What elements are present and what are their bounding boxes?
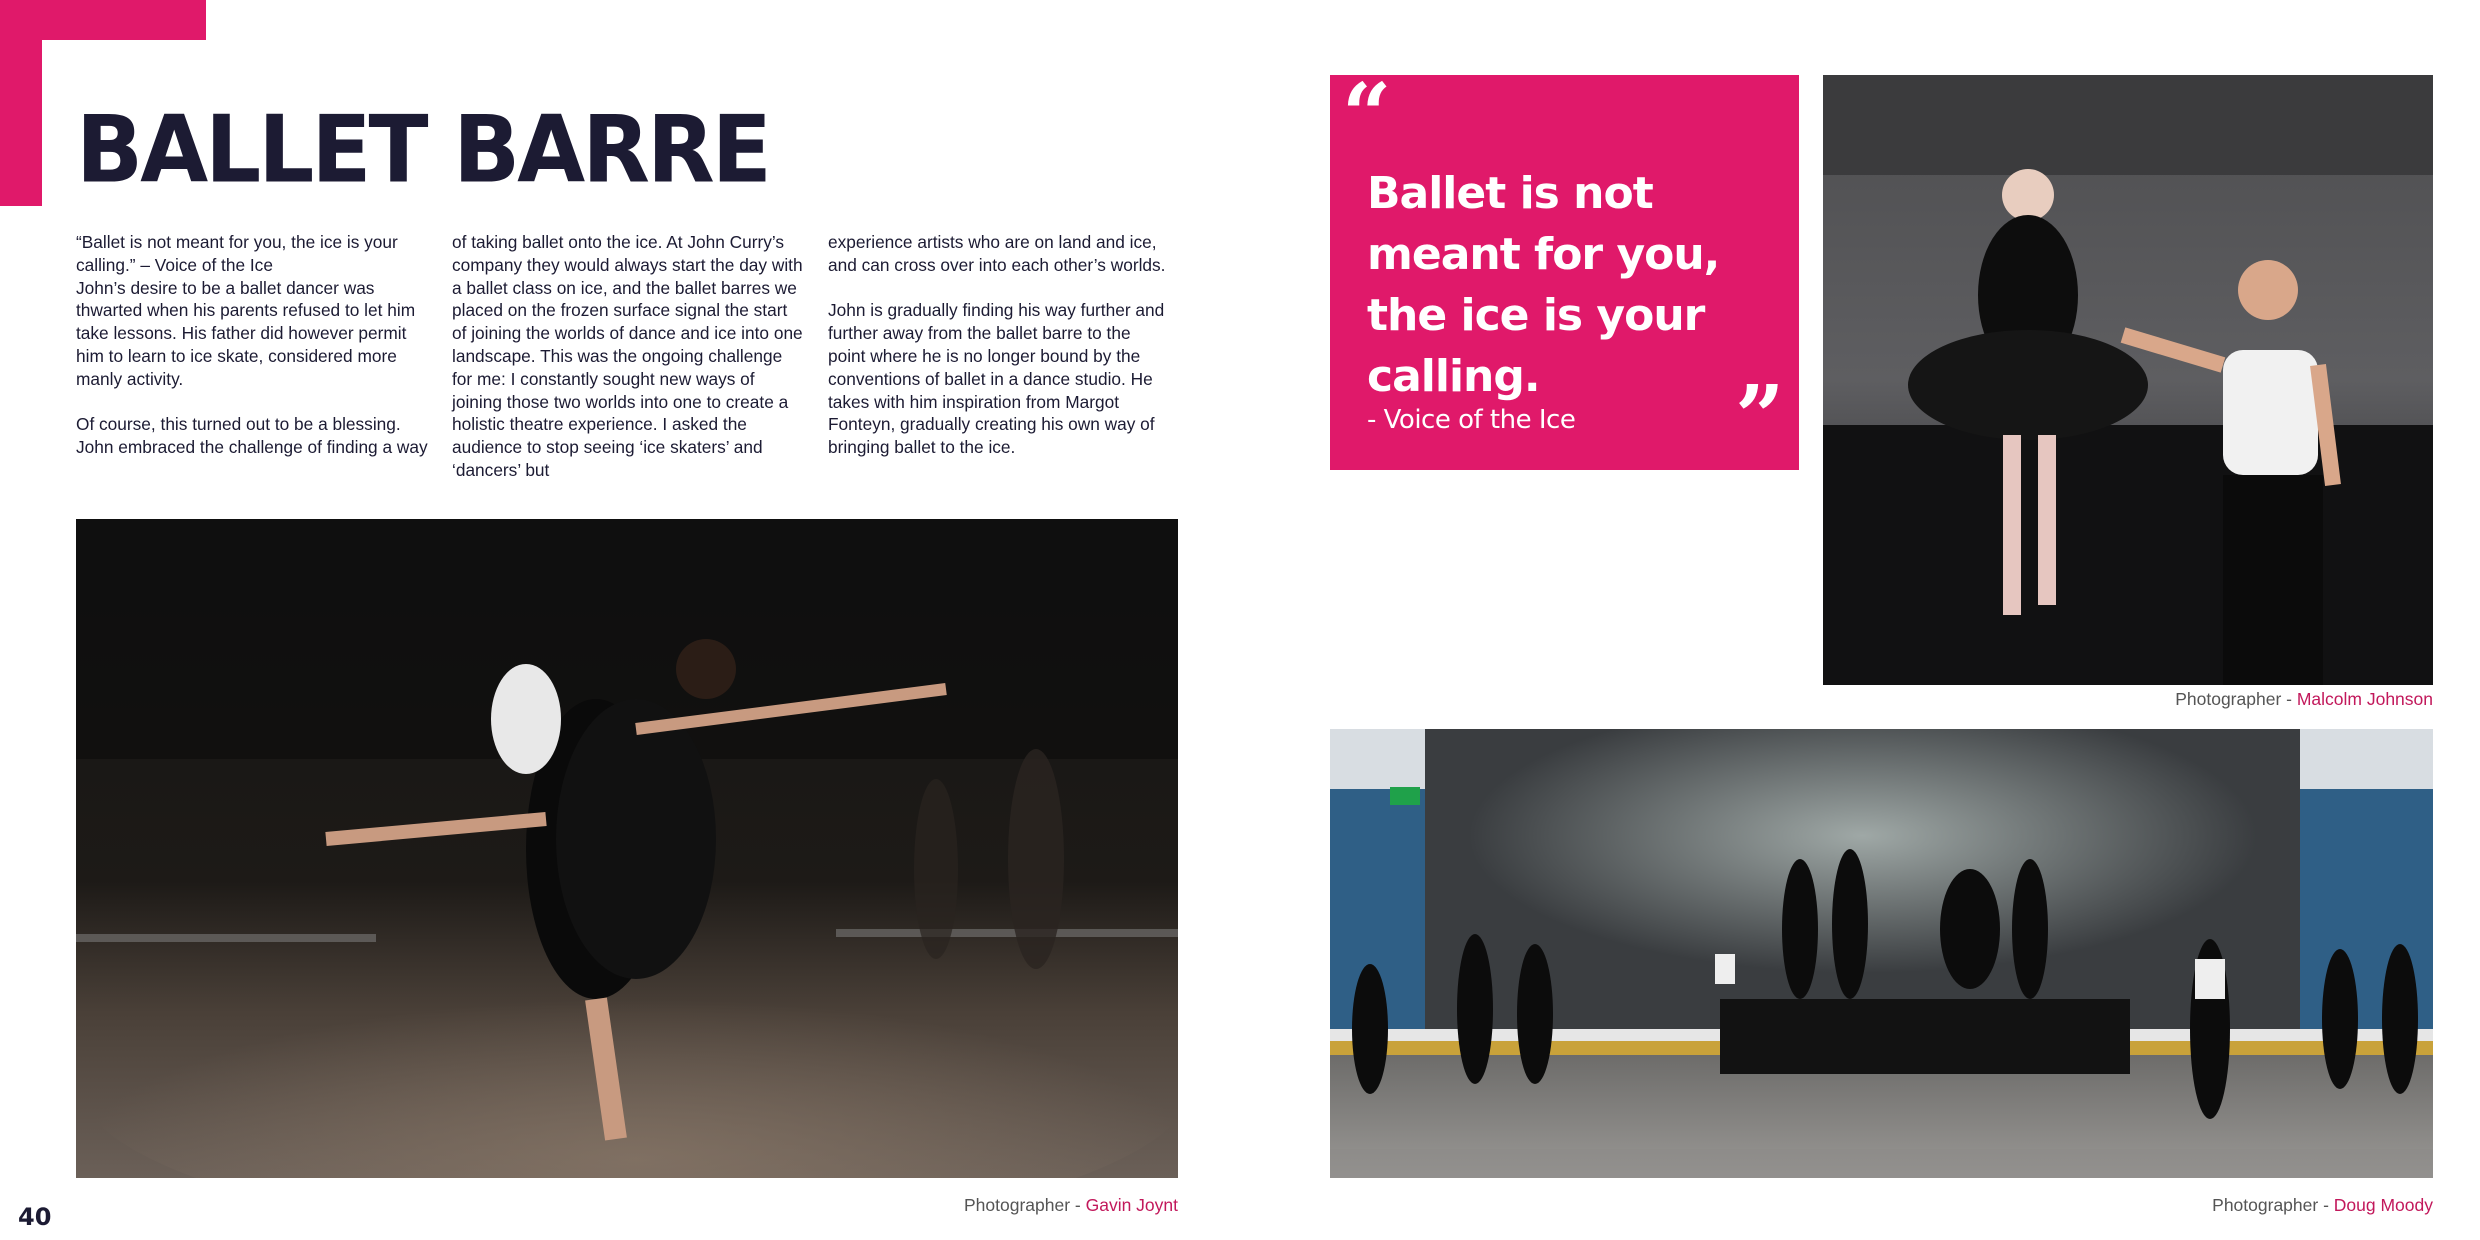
photo-credit-malcolm-johnson bbox=[2175, 689, 2433, 710]
photo-credit-doug-moody bbox=[2212, 1195, 2433, 1216]
pull-quote-box bbox=[1330, 65, 1799, 470]
article-title: BALLET BARRE bbox=[76, 95, 769, 204]
photo-credit-gavin-joynt bbox=[964, 1195, 1178, 1216]
article-column-2: of taking ballet onto the ice. At John Curry’s company they would always start the day with a ballet class on ice, and the ballet barres we placed on the frozen surface signal the start of joining the worlds of dance and ice into one landscape. This was the ongoing challenge for me: I constantly sought new ways of joining those two worlds into one to create a holistic theatre experience. I asked the audience to stop seeing ‘ice skaters’ and ‘dancers’ but bbox=[452, 232, 803, 480]
photographer-name: Doug Moody bbox=[2333, 1195, 2433, 1215]
photo-credit-prefix: Photographer - bbox=[2212, 1195, 2334, 1215]
photographer-name: Malcolm Johnson bbox=[2296, 689, 2433, 709]
photo-ballet-dancers-pair bbox=[1823, 75, 2433, 685]
article-column-3: experience artists who are on land and ice, and can cross over into each other’s worlds. John is gradually finding his way further and further away from the ballet barre to the point where he is no longer bound by the conventions of ballet in a dance studio. He takes with him inspiration from Margot Fonteyn, gradually creating his own way of bringing ballet to the ice. bbox=[828, 232, 1166, 458]
article-column-1: “Ballet is not meant for you, the ice is your calling.” – Voice of the Ice John’s desire to be a ballet dancer was thwarted when his parents refused to let him take lessons. His father did however permit him to learn to ice skate, considered more manly activity. Of course, this turned out to be a blessing. John embraced the challenge of finding a way bbox=[76, 232, 428, 458]
photo-ice-skating-pair bbox=[76, 519, 1178, 1178]
pull-quote-attribution: - Voice of the Ice bbox=[1367, 405, 1576, 435]
photographer-name: Gavin Joynt bbox=[1085, 1195, 1178, 1215]
photo-ballet-stage-on-ice bbox=[1330, 729, 2433, 1178]
photo-credit-prefix: Photographer - bbox=[963, 1195, 1086, 1215]
open-quote-icon: “ bbox=[1342, 65, 1392, 166]
photo-credit-prefix: Photographer - bbox=[2175, 689, 2297, 709]
pull-quote-text: Ballet is not meant for you, the ice is your calling. bbox=[1367, 168, 1720, 402]
corner-accent-bar-vertical bbox=[0, 0, 42, 206]
page-number: 40 bbox=[18, 1203, 52, 1231]
close-quote-icon: ” bbox=[1735, 367, 1785, 468]
